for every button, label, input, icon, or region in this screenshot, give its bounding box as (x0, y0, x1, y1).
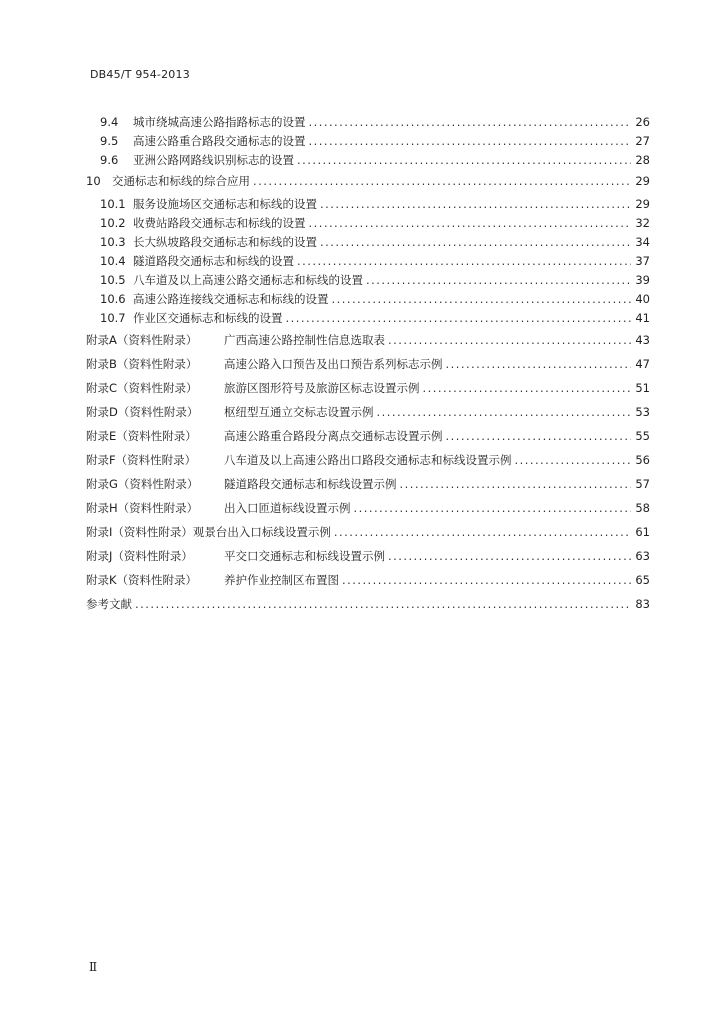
toc-entry-title: 高速公路入口预告及出口预告系列标志示例 (224, 357, 443, 371)
toc-entry-title: 平交口交通标志和标线设置示例 (224, 549, 385, 563)
toc-appendix-label: 附录H（资料性附录） (86, 501, 199, 515)
toc-entry-page: 34 (635, 235, 650, 249)
toc-appendix-label: 附录A（资料性附录） (86, 333, 198, 347)
toc-leader-dots (446, 429, 632, 443)
toc-entry-title: 交通标志和标线的综合应用 (112, 174, 250, 188)
toc-appendix-label: 附录B（资料性附录） (86, 357, 198, 371)
toc-appendix-entry[interactable] (86, 356, 650, 380)
toc-entry-title: 养护作业控制区布置图 (224, 573, 339, 587)
toc-leader-dots (334, 525, 631, 539)
toc-entry-title: 枢纽型互通立交标志设置示例 (224, 405, 374, 419)
toc-leader-dots (135, 597, 631, 611)
toc-entry-title: 八车道及以上高速公路出口路段交通标志和标线设置示例 (224, 453, 512, 467)
toc-entry-title: 观景台出入口标线设置示例 (192, 525, 331, 539)
toc-appendix-label: 附录J（资料性附录） (86, 549, 193, 563)
toc-appendix-label: 附录C（资料性附录） (86, 381, 198, 395)
toc-entry-page: 41 (635, 311, 650, 325)
page-number-footer: Ⅱ (89, 960, 98, 974)
toc-entry-title: 隧道路段交通标志和标线的设置 (133, 254, 294, 268)
toc-entry-page: 58 (635, 501, 650, 515)
toc-leader-dots (332, 292, 632, 306)
toc-leader-dots (297, 254, 631, 268)
toc-entry-title: 高速公路重合路段交通标志的设置 (133, 134, 306, 148)
toc-leader-dots (515, 453, 632, 467)
toc-leader-dots (400, 477, 632, 491)
toc-entry[interactable] (86, 215, 650, 234)
toc-entry-number: 10 (86, 174, 101, 188)
toc-leader-dots (253, 174, 631, 188)
toc-appendix-entry[interactable] (86, 476, 650, 500)
toc-appendix-entry[interactable] (86, 500, 650, 524)
toc-entry-number: 9.5 (100, 134, 119, 148)
toc-entry[interactable] (86, 114, 650, 133)
toc-appendix-label: 附录D（资料性附录） (86, 405, 199, 419)
toc-entry-title: 高速公路重合路段分离点交通标志设置示例 (224, 429, 443, 443)
toc-entry-page: 43 (635, 333, 650, 347)
toc-entry-title: 旅游区图形符号及旅游区标志设置示例 (224, 381, 420, 395)
toc-entry-number: 10.2 (100, 216, 126, 230)
toc-leader-dots (309, 134, 632, 148)
toc-leader-dots (354, 501, 632, 515)
toc-entry[interactable] (86, 133, 650, 152)
toc-appendix-entry[interactable] (86, 572, 650, 596)
toc-entry-title: 广西高速公路控制性信息选取表 (224, 333, 385, 347)
toc-appendix-entry[interactable] (86, 524, 650, 548)
table-of-contents (86, 114, 650, 620)
toc-appendix-label: 附录E（资料性附录） (86, 429, 197, 443)
toc-entry-title: 长大纵坡路段交通标志和标线的设置 (133, 235, 317, 249)
toc-leader-dots (297, 153, 631, 167)
toc-entry-page: 56 (635, 453, 650, 467)
toc-entry[interactable] (86, 196, 650, 215)
toc-leader-dots (388, 549, 631, 563)
toc-entry-page: 61 (635, 525, 650, 539)
toc-entry-number: 9.6 (100, 153, 119, 167)
toc-entry-number: 9.4 (100, 115, 119, 129)
toc-entry-title: 收费站路段交通标志和标线的设置 (133, 216, 306, 230)
toc-appendix-label: 附录F（资料性附录） (86, 453, 197, 467)
toc-entry[interactable] (86, 291, 650, 310)
toc-appendix-label: 附录G（资料性附录） (86, 477, 199, 491)
toc-leader-dots (388, 333, 631, 347)
toc-entry-page: 27 (635, 134, 650, 148)
toc-entry-page: 26 (635, 115, 650, 129)
toc-entry[interactable] (86, 310, 650, 332)
toc-leader-dots (446, 357, 632, 371)
toc-entry-page: 53 (635, 405, 650, 419)
toc-leader-dots (366, 273, 631, 287)
toc-leader-dots (309, 115, 632, 129)
toc-entry-page: 29 (635, 197, 650, 211)
toc-entry-page: 47 (635, 357, 650, 371)
toc-entry-number: 10.4 (100, 254, 126, 268)
toc-appendix-entry[interactable] (86, 428, 650, 452)
toc-entry[interactable] (86, 173, 650, 196)
toc-entry-page: 55 (635, 429, 650, 443)
toc-leader-dots (320, 197, 631, 211)
toc-entry-title: 八车道及以上高速公路交通标志和标线的设置 (133, 273, 363, 287)
toc-entry[interactable] (86, 234, 650, 253)
toc-entry-page: 83 (635, 597, 650, 611)
toc-entry-page: 57 (635, 477, 650, 491)
toc-entry-number: 10.3 (100, 235, 126, 249)
toc-entry[interactable] (86, 253, 650, 272)
toc-entry-title: 隧道路段交通标志和标线设置示例 (224, 477, 397, 491)
toc-appendix-entry[interactable] (86, 380, 650, 404)
toc-entry-title: 服务设施场区交通标志和标线的设置 (133, 197, 317, 211)
toc-entry-number: 10.7 (100, 311, 126, 325)
toc-references-entry[interactable] (86, 596, 650, 620)
toc-entry-title: 城市绕城高速公路指路标志的设置 (133, 115, 306, 129)
toc-leader-dots (320, 235, 631, 249)
toc-leader-dots (342, 573, 631, 587)
toc-entry-number: 10.5 (100, 273, 126, 287)
toc-appendix-entry[interactable] (86, 332, 650, 356)
toc-entry-page: 63 (635, 549, 650, 563)
toc-entry[interactable] (86, 152, 650, 173)
toc-entry[interactable] (86, 272, 650, 291)
toc-entry-title: 高速公路连接线交通标志和标线的设置 (133, 292, 329, 306)
toc-appendix-label: 附录K（资料性附录） (86, 573, 198, 587)
toc-entry-page: 65 (635, 573, 650, 587)
toc-appendix-label: 附录I（资料性附录） (86, 525, 193, 539)
toc-entry-number: 10.6 (100, 292, 126, 306)
toc-entry-page: 39 (635, 273, 650, 287)
toc-entry-title: 出入口匝道标线设置示例 (224, 501, 351, 515)
toc-entry-page: 29 (635, 174, 650, 188)
toc-leader-dots (286, 311, 632, 325)
toc-leader-dots (423, 381, 632, 395)
toc-leader-dots (377, 405, 632, 419)
toc-entry-number: 10.1 (100, 197, 126, 211)
toc-entry-title: 作业区交通标志和标线的设置 (133, 311, 283, 325)
toc-entry-page: 28 (635, 153, 650, 167)
toc-entry-page: 32 (635, 216, 650, 230)
toc-entry-page: 40 (635, 292, 650, 306)
toc-entry-page: 51 (635, 381, 650, 395)
toc-appendix-entry[interactable] (86, 452, 650, 476)
toc-entry-page: 37 (635, 254, 650, 268)
document-code-header: DB45/T 954-2013 (90, 68, 190, 81)
toc-entry-title: 参考文献 (86, 597, 132, 611)
toc-appendix-entry[interactable] (86, 404, 650, 428)
toc-entry-title: 亚洲公路网路线识别标志的设置 (133, 153, 294, 167)
toc-leader-dots (309, 216, 632, 230)
toc-appendix-entry[interactable] (86, 548, 650, 572)
